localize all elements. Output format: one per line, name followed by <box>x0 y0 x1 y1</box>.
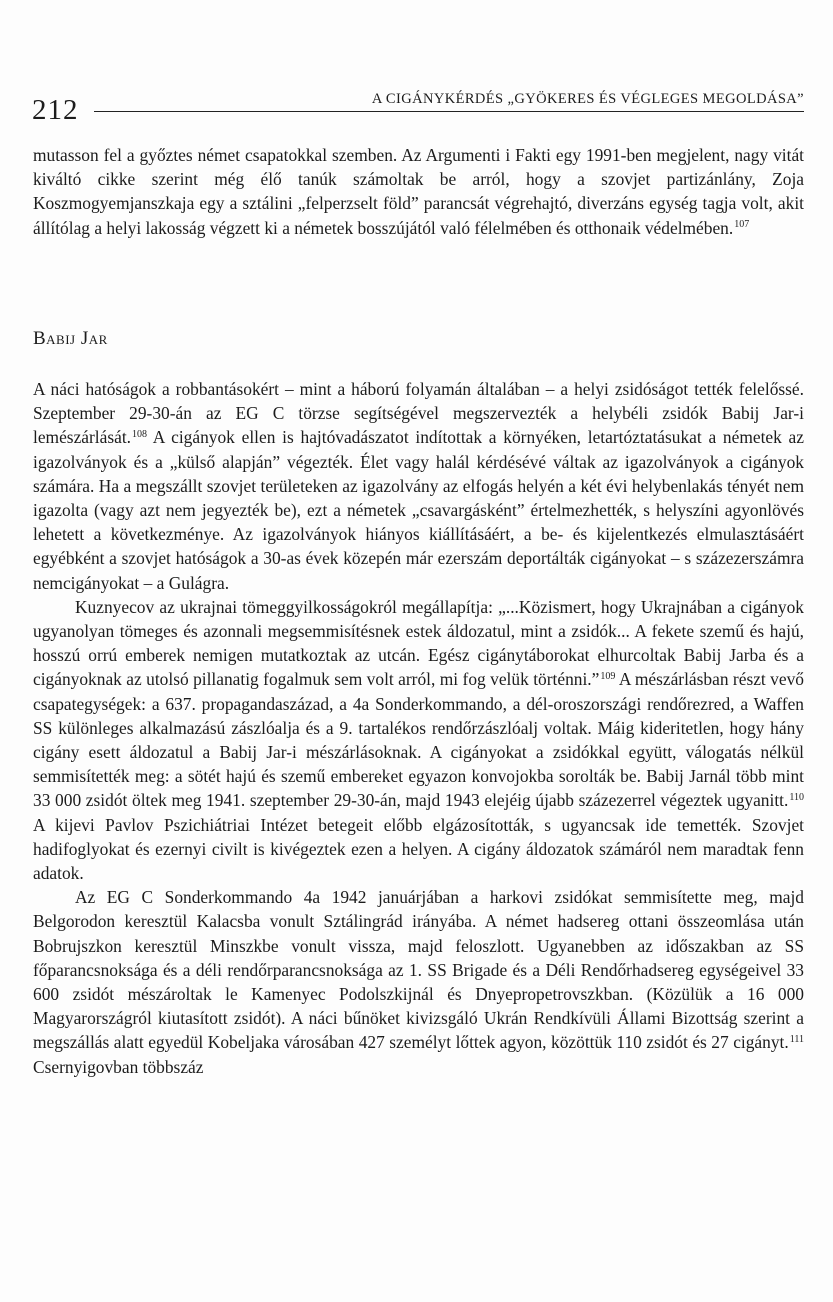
page-header <box>32 84 804 124</box>
main-text <box>33 377 804 1079</box>
page-number: 212 <box>32 94 79 126</box>
footnote-marker: 110 <box>789 791 804 803</box>
paragraph-text: A kijevi Pavlov Pszichiátriai Intézet betegeit előbb elgázosították, s ugyancsak ide temették. Szovjet hadifoglyokat és ezernyi civilt is kivégeztek ezen a helyen. A cigány áldozatok számáról nem maradtak fenn adatok. <box>33 814 804 884</box>
section-heading: Babij Jar <box>33 328 108 349</box>
header-rule <box>94 111 804 112</box>
paragraph-text: Csernyigovban többszáz <box>33 1056 204 1077</box>
paragraph-text: A cigányok ellen is hajtóvadászatot indítottak a környéken, letartóztatásukat a németek az igazolványok és a „külső alapján” végezték. Élet vagy halál kérdésévé váltak az igazolványok a cigányok számára. Ha a megszállt szovjet területeken az igazolvány az elfogás helyén a két évi helybenlakás tényét nem igazolta (vagy azt nem jegyezték be), ezt a németek „csavargásként” értelmezhették, s helyszíni agyonlövés lehetett a következménye. Az igazolványok hiányos kiállításáért, a be- és kijelentkezés elmulasztásáért egyébként a szovjet hatóságok a 30-as évek közepén már ezerszám deportálták cigányokat – s százezerszámra nemcigányokat – a Gulágra. <box>33 427 804 593</box>
paragraph-text: Kuznyecov az ukrajnai tömeggyilkosságokról megállapítja: „...Közismert, hogy Ukrajnában a cigányok ugyanolyan tömeges és azonnali megsemmisítésnek estek áldozatul, mint a zsidók... A fekete szemű és hajú, hosszú orrú emberek nemigen mutatkoztak az utcán. Egész cigánytáborokat elhurcoltak Babij Jarba és a cigányoknak az utolsó pillanatig fogalmuk sem volt arról, mi fog velük történni.” <box>33 596 804 690</box>
paragraph-text: Az EG C Sonderkommando 4a 1942 januárjában a harkovi zsidókat semmisítette meg, majd Belgorodon keresztül Kalacsba vonult Sztálingrád irányába. A német hadsereg ottani összeomlása után Bobrujszkon keresztül Minszkbe vonult vissza, majd feloszlott. Ugyanebben az időszakban az SS főparancsnoksága és a déli rendőrparancsnoksága az 1. SS Brigade és a Déli Rendőrhadsereg egységeivel 33 600 zsidót mészároltak le Kamenyec Podolszkijnál és Dnyepropetrovszkban. (Közülük a 16 000 Magyarországról kiutasított zsidót). A náci bűnöket kivizsgáló Ukrán Rendkívüli Állami Bizottság szerint a megszállás alatt egyedül Kobeljaka városában 427 személyt lőttek agyon, közöttük 110 zsidót és 27 cigányt. <box>33 887 804 1053</box>
paragraph-1 <box>33 377 804 595</box>
paragraph-3 <box>33 885 804 1079</box>
running-title: A CIGÁNYKÉRDÉS „GYÖKERES ÉS VÉGLEGES MEGOLDÁSA” <box>371 91 804 107</box>
intro-text: mutasson fel a győztes német csapatokkal szemben. Az Argumenti i Fakti egy 1991-ben megjelent, nagy vitát kiváltó cikke szerint még élő tanúk számoltak be arról, hogy a szovjet partizánlány, Zoja Koszmogyemjanszkaja egy a sztálini „felperzselt föld” parancsát végrehajtó, diverzáns egység tagja volt, akit állítólag a helyi lakosság végzett ki a németek bosszújától való félelmében és otthonaik védelmében. <box>33 145 804 238</box>
intro-paragraph <box>33 143 804 240</box>
paragraph-text: A mészárlásban részt vevő csapategységek: a 637. propagandaszázad, a 4a Sonderkommando, a dél-oroszországi rendőrezred, a Waffen SS különleges alkalmazású zászlóalja és a 9. tartalékos rendőrzászlóalj voltak. Máig kideritetlen, hogy hány cigány esett áldozatul a Babij Jar-i mészárlásoknak. A cigányokat a zsidókkal együtt, válogatás nélkül semmisítették meg: a sötét hajú és szemű embereket egyazon konvojokba sorolták be. Babij Jarnál több mint 33 000 zsidót öltek meg 1941. szeptember 29-30-án, majd 1943 elejéig újabb százezerrel végeztek ugyanitt. <box>33 669 804 811</box>
footnote-marker: 109 <box>600 670 616 682</box>
paragraph-2 <box>33 595 804 885</box>
footnote-marker: 108 <box>132 428 148 440</box>
footnote-marker: 107 <box>734 219 750 231</box>
paragraph-text: A náci hatóságok a robbantásokért – mint a háború folyamán általában – a helyi zsidóságot tették felelőssé. Szeptember 29-30-án az EG C törzse segítségével megszervezték a helybéli zsidók Babij Jar-i lemészárlását. <box>33 379 804 448</box>
footnote-marker: 111 <box>789 1033 804 1045</box>
